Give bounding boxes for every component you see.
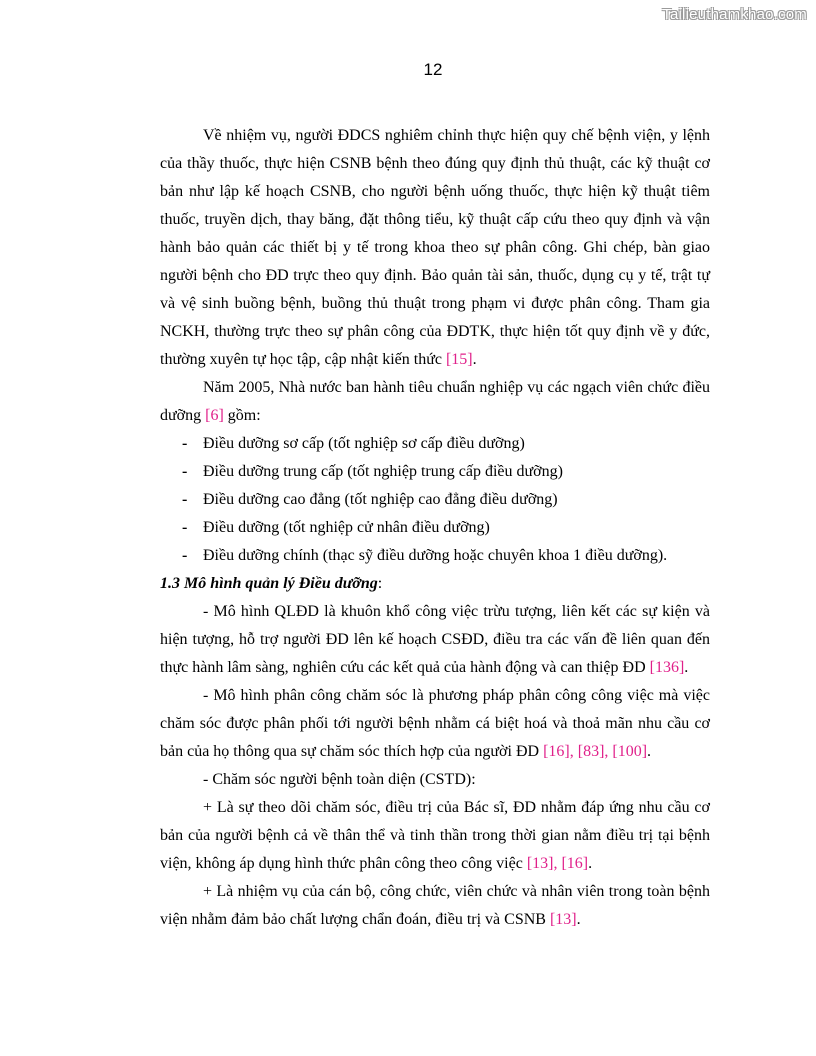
dash-bullet: - (182, 547, 188, 564)
list-item (160, 486, 710, 514)
section-heading-colon: : (377, 575, 383, 592)
page-number: 12 (423, 60, 443, 79)
citation-link[interactable]: [13], [16] (526, 855, 589, 872)
citation-link[interactable]: [15] (445, 351, 473, 368)
paragraph-text: Về nhiệm vụ, người ĐDCS nghiêm chỉnh thực hiện quy chế bệnh viện, y lệnh của thầy thuốc, thực hiện CSNB bệnh theo đúng quy định thủ thuật, các kỹ thuật cơ bản như lập kế hoạch CSNB, cho người bệnh uống thuốc, thực hiện kỹ thuật tiêm thuốc, truyền dịch, thay băng, đặt thông tiểu, kỹ thuật cấp cứu theo quy định và vận hành bảo quản các thiết bị y tế trong khoa theo sự phân công. Ghi chép, bàn giao người bệnh cho ĐD trực theo quy định. Bảo quản tài sản, thuốc, dụng cụ y tế, trật tự và vệ sinh buồng bệnh, buồng thủ thuật trong phạm vi được phân công. Tham gia NCKH, thường trực theo sự phân công của ĐDTK, thực hiện tốt quy định về y đức, thường xuyên tự học tập, cập nhật kiến thức (160, 127, 710, 368)
nursing-grade-list (160, 430, 710, 570)
paragraph-care-assignment (160, 682, 710, 766)
paragraph-end: . (472, 351, 477, 368)
paragraph-text: - Mô hình phân công chăm sóc là phương pháp phân công công việc mà việc chăm sóc được phân phối tới người bệnh nhằm cá biệt hoá và thoả mãn nhu cầu cơ bản của họ thông qua sự chăm sóc thích hợp của người ĐD (160, 687, 710, 760)
list-item (160, 430, 710, 458)
paragraph-text: Năm 2005, Nhà nước ban hành tiêu chuẩn nghiệp vụ các ngạch viên chức điều dưỡng (160, 379, 710, 424)
paragraph-standards (160, 374, 710, 430)
paragraph-text: - Mô hình QLĐD là khuôn khổ công việc trừu tượng, liên kết các sự kiện và hiện tượng, hỗ trợ người ĐD lên kế hoạch CSĐD, điều tra các vấn đề liên quan đến thực hành lâm sàng, nghiên cứu các kết quả của hành động và can thiệp ĐD (160, 603, 710, 676)
watermark: Tailieuthamkhao.com (662, 6, 807, 23)
section-heading-text: 1.3 Mô hình quản lý Điều dưỡng (160, 575, 378, 592)
paragraph-care-point-1 (160, 794, 710, 878)
citation-link[interactable]: [16], [83], [100] (543, 743, 648, 760)
section-heading (160, 570, 710, 598)
paragraph-text: + Là sự theo dõi chăm sóc, điều trị của Bác sĩ, ĐD nhằm đáp ứng nhu cầu cơ bản của người bệnh cả về thân thể và tinh thần trong thời gian nằm điều trị tại bệnh viện, không áp dụng hình thức phân công theo công việc (160, 799, 710, 872)
paragraph-text: + Là nhiệm vụ của cán bộ, công chức, viên chức và nhân viên trong toàn bệnh viện nhằm đảm bảo chất lượng chẩn đoán, điều trị và CSNB (160, 883, 710, 928)
paragraph-model-definition (160, 598, 710, 682)
document-body (160, 122, 710, 934)
list-item-text: Điều dưỡng trung cấp (tốt nghiệp trung cấp điều dưỡng) (203, 463, 563, 480)
dash-bullet: - (182, 463, 188, 480)
list-item (160, 458, 710, 486)
paragraph-end: . (647, 743, 652, 760)
paragraph-text: - Chăm sóc người bệnh toàn diện (CSTD): (203, 771, 476, 788)
paragraph-end: . (684, 659, 689, 676)
list-item-text: Điều dưỡng cao đẳng (tốt nghiệp cao đẳng điều dưỡng) (203, 491, 558, 508)
paragraph-end: . (576, 911, 581, 928)
list-item-text: Điều dưỡng chính (thạc sỹ điều dưỡng hoặc chuyên khoa 1 điều dưỡng). (203, 547, 668, 564)
list-item (160, 542, 710, 570)
citation-link[interactable]: [6] (205, 407, 224, 424)
citation-link[interactable]: [13] (549, 911, 577, 928)
dash-bullet: - (182, 491, 188, 508)
citation-link[interactable]: [136] (649, 659, 685, 676)
dash-bullet: - (182, 435, 188, 452)
paragraph-end: . (588, 855, 593, 872)
list-item-text: Điều dưỡng (tốt nghiệp cử nhân điều dưỡng) (203, 519, 490, 536)
paragraph-care-point-2 (160, 878, 710, 934)
dash-bullet: - (182, 519, 188, 536)
list-item (160, 514, 710, 542)
paragraph-duties (160, 122, 710, 374)
paragraph-comprehensive-care (160, 766, 710, 794)
paragraph-end: gồm: (223, 407, 261, 424)
list-item-text: Điều dưỡng sơ cấp (tốt nghiệp sơ cấp điều dưỡng) (203, 435, 525, 452)
